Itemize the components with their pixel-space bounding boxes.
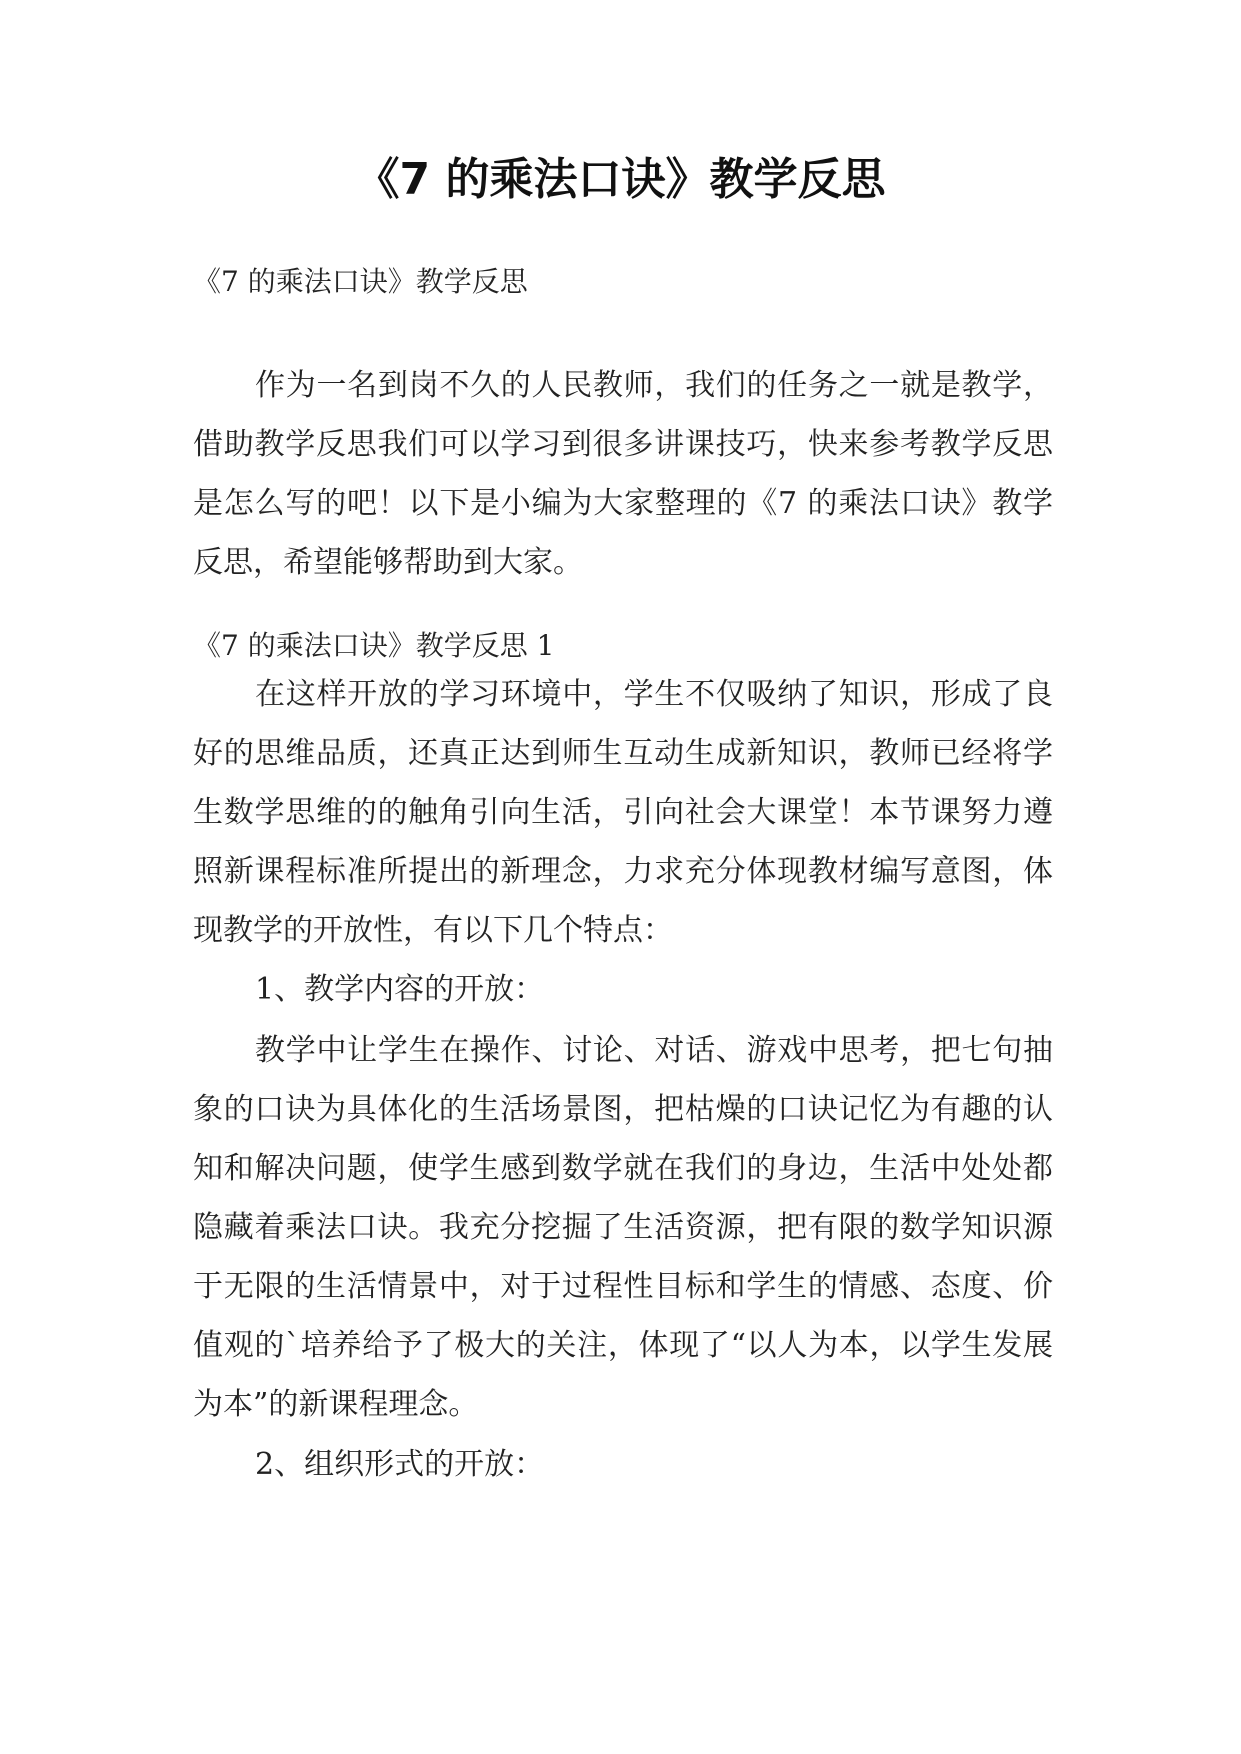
section-heading: 《7 的乘法口诀》教学反思 1 bbox=[193, 629, 555, 662]
list-heading: 2、组织形式的开放： bbox=[255, 1447, 545, 1482]
body-paragraph: 教学中让学生在操作、讨论、对话、游戏中思考，把七句抽象的口诀为具体化的生活场景图，把枯燥的口诀记忆为有趣的认知和解决问题，使学生感到数学就在我们的身边，生活中处处都隐藏着乘法口诀。我充分挖掘了生活资源，把有限的数学知识源于无限的生活情景中，对于过程性目标和学生的情感、态度、价值观的`培养给予了极大的关注，体现了“以人为本，以学生发展为本”的新课程理念。 bbox=[193, 1033, 1053, 1422]
list-heading: 1、教学内容的开放： bbox=[255, 972, 545, 1007]
document-subtitle: 《7 的乘法口诀》教学反思 bbox=[193, 265, 528, 298]
intro-paragraph: 作为一名到岗不久的人民教师，我们的任务之一就是教学，借助教学反思我们可以学习到很多讲课技巧，快来参考教学反思是怎么写的吧！以下是小编为大家整理的《7 的乘法口诀》教学反思，希望能够帮助到大家。 bbox=[193, 368, 1053, 580]
document-title: 《7 的乘法口诀》教学反思 bbox=[355, 154, 886, 205]
body-paragraph: 在这样开放的学习环境中，学生不仅吸纳了知识，形成了良好的思维品质，还真正达到师生互动生成新知识，教师已经将学生数学思维的的触角引向生活，引向社会大课堂！本节课努力遵照新课程标准所提出的新理念，力求充分体现教材编写意图，体现教学的开放性，有以下几个特点： bbox=[193, 677, 1053, 948]
